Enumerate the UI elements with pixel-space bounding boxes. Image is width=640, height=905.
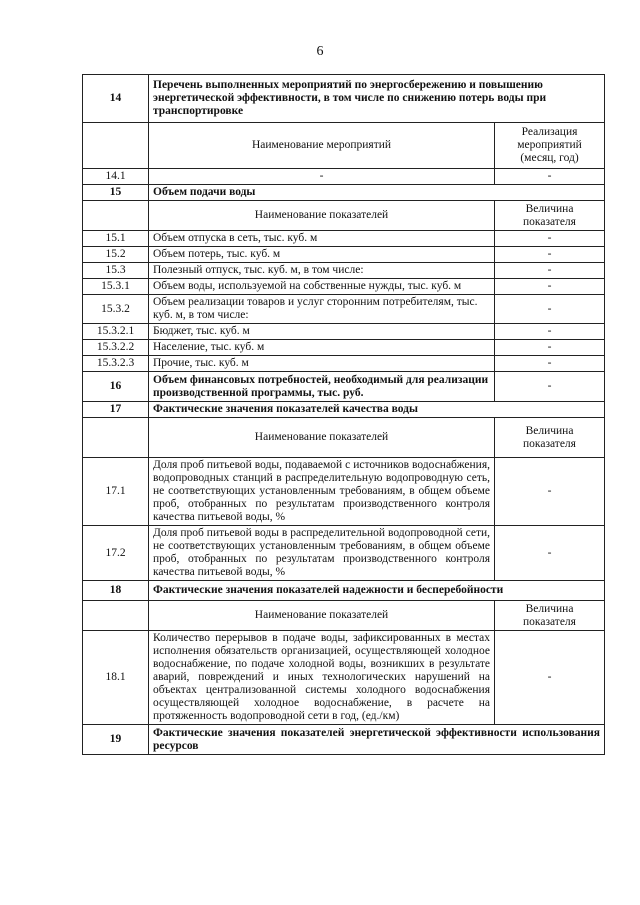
column-header-name: Наименование показателей — [149, 601, 495, 631]
row-value: - — [495, 324, 605, 340]
section-title: Фактические значения показателей качества воды — [149, 402, 605, 418]
section-title: Объем подачи воды — [149, 185, 605, 201]
section-title: Фактические значения показателей надежности и бесперебойности — [149, 581, 605, 601]
row-value: - — [495, 356, 605, 372]
section-number: 17 — [83, 402, 149, 418]
row-number: 15.1 — [83, 231, 149, 247]
row-name: Полезный отпуск, тыс. куб. м, в том числе: — [149, 263, 495, 279]
column-header-value: Величина показателя — [495, 418, 605, 458]
table-row — [83, 263, 605, 279]
section-title: Перечень выполненных мероприятий по энергосбережению и повышению энергетической эффективности, в том числе по снижению потерь воды при транспортировке — [149, 75, 605, 123]
section-title: Объем финансовых потребностей, необходимый для реализации производственной программы, тыс. руб. — [149, 372, 495, 402]
row-name: Бюджет, тыс. куб. м — [149, 324, 495, 340]
row-name: Объем отпуска в сеть, тыс. куб. м — [149, 231, 495, 247]
row-number: 15.3.2.2 — [83, 340, 149, 356]
program-table — [82, 74, 605, 755]
table-row — [83, 169, 605, 185]
table-row — [83, 279, 605, 295]
row-number: 14.1 — [83, 169, 149, 185]
column-header-row — [83, 601, 605, 631]
row-value: - — [495, 458, 605, 526]
row-number: 15.3 — [83, 263, 149, 279]
section-14-header — [83, 75, 605, 123]
section-17-header — [83, 402, 605, 418]
section-number: 15 — [83, 185, 149, 201]
row-number: 18.1 — [83, 631, 149, 725]
row-value: - — [495, 631, 605, 725]
section-18-header — [83, 581, 605, 601]
column-header-name: Наименование показателей — [149, 201, 495, 231]
table-row — [83, 231, 605, 247]
table-row — [83, 247, 605, 263]
row-name: Доля проб питьевой воды, подаваемой с источников водоснабжения, водопроводных станций в распределительную водопроводную сеть, не соответствующих установленным требованиям, в общем объеме проб, отобранных по результатам производственного контроля качества питьевой воды, % — [149, 458, 495, 526]
row-number: 15.2 — [83, 247, 149, 263]
section-number: 19 — [83, 725, 149, 755]
table-row — [83, 295, 605, 324]
row-value: - — [495, 372, 605, 402]
row-number: 17.2 — [83, 526, 149, 581]
section-title: Фактические значения показателей энергетической эффективности использования ресурсов — [149, 725, 605, 755]
row-number: 15.3.2.1 — [83, 324, 149, 340]
column-header-name: Наименование мероприятий — [149, 123, 495, 169]
row-name: Доля проб питьевой воды в распределительной водопроводной сети, не соответствующих установленным требованиям, в общем объеме проб, отобранных по результатам производственного контроля качества питьевой воды, % — [149, 526, 495, 581]
column-header-value: Реализация мероприятий (месяц, год) — [495, 123, 605, 169]
table-row — [83, 340, 605, 356]
row-name: Население, тыс. куб. м — [149, 340, 495, 356]
row-value: - — [495, 231, 605, 247]
section-19-header — [83, 725, 605, 755]
table-row — [83, 631, 605, 725]
column-header-row — [83, 201, 605, 231]
section-number: 14 — [83, 75, 149, 123]
column-header-value: Величина показателя — [495, 601, 605, 631]
row-name: Объем реализации товаров и услуг сторонним потребителям, тыс. куб. м, в том числе: — [149, 295, 495, 324]
table-row — [83, 526, 605, 581]
table-row — [83, 324, 605, 340]
column-header-name: Наименование показателей — [149, 418, 495, 458]
row-name: Объем потерь, тыс. куб. м — [149, 247, 495, 263]
row-value: - — [495, 526, 605, 581]
section-number: 16 — [83, 372, 149, 402]
row-value: - — [495, 340, 605, 356]
page-number: 6 — [316, 44, 324, 59]
row-number: 15.3.2 — [83, 295, 149, 324]
row-value: - — [495, 263, 605, 279]
row-name: Прочие, тыс. куб. м — [149, 356, 495, 372]
row-value: - — [495, 279, 605, 295]
row-value: - — [495, 295, 605, 324]
section-number: 18 — [83, 581, 149, 601]
row-name: - — [149, 169, 495, 185]
table-row — [83, 356, 605, 372]
table-row — [83, 458, 605, 526]
column-header-row — [83, 418, 605, 458]
row-name: Количество перерывов в подаче воды, зафиксированных в местах исполнения обязательств организацией, осуществляющей холодное водоснабжение, по подаче холодной воды, возникших в результате аварий, повреждений и иных технологических нарушений на объектах централизованной системы холодного водоснабжения осуществляющей холодное водоснабжение, в расчете на протяженность водопроводной сети в год, (ед./км) — [149, 631, 495, 725]
section-15-header — [83, 185, 605, 201]
row-value: - — [495, 169, 605, 185]
column-header-row — [83, 123, 605, 169]
section-16-row — [83, 372, 605, 402]
column-header-value: Величина показателя — [495, 201, 605, 231]
row-name: Объем воды, используемой на собственные нужды, тыс. куб. м — [149, 279, 495, 295]
row-value: - — [495, 247, 605, 263]
row-number: 17.1 — [83, 458, 149, 526]
row-number: 15.3.1 — [83, 279, 149, 295]
row-number: 15.3.2.3 — [83, 356, 149, 372]
